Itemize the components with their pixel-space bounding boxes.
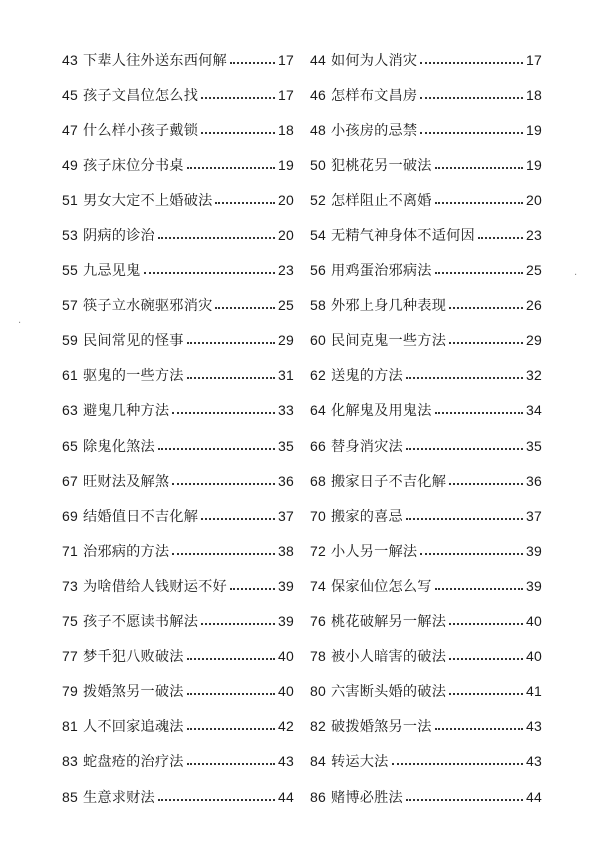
dot-leader [478,237,523,239]
toc-entry[interactable] [310,568,542,603]
entry-page-number: 29 [278,332,294,349]
dot-leader [406,448,523,450]
entry-title: 桃花破解另一解法 [330,614,447,631]
toc-entry[interactable] [310,744,542,779]
entry-title: 治邪病的方法 [82,543,170,560]
entry-number: 84 [310,753,326,770]
dot-leader [420,97,523,99]
toc-entry[interactable] [310,533,542,568]
entry-title: 小孩房的忌禁 [330,122,418,139]
toc-entry[interactable] [310,147,542,182]
entry-page-number: 32 [526,367,542,384]
entry-page-number: 19 [278,156,294,173]
entry-page-number: 31 [278,367,294,384]
entry-title: 阴病的诊治 [82,228,155,245]
entry-page-number: 19 [526,156,542,173]
entry-page-number: 18 [278,121,294,138]
toc-entry[interactable] [62,112,294,147]
toc-entry[interactable] [310,112,542,147]
entry-number: 75 [62,613,78,630]
toc-entry[interactable] [62,253,294,288]
dot-leader [420,62,523,64]
entry-title: 如何为人消灾 [330,52,418,69]
entry-number: 82 [310,718,326,735]
entry-page-number: 34 [526,402,542,419]
entry-number: 57 [62,297,78,314]
entry-number: 45 [62,86,78,103]
toc-entry[interactable] [62,42,294,77]
dot-leader [187,658,275,660]
entry-number: 44 [310,51,326,68]
entry-title: 筷子立水碗驱邪消灾 [82,298,213,315]
entry-page-number: 19 [526,121,542,138]
entry-title: 结婚值日不吉化解 [82,508,199,525]
entry-number: 55 [62,262,78,279]
entry-title: 孩子不愿读书解法 [82,614,199,631]
entry-page-number: 26 [526,297,542,314]
entry-number: 67 [62,472,78,489]
toc-entry[interactable] [310,288,542,323]
dot-leader [449,307,523,309]
entry-number: 50 [310,156,326,173]
toc-entry[interactable] [310,217,542,252]
entry-title: 被小人暗害的破法 [330,649,447,666]
entry-page-number: 37 [526,507,542,524]
entry-page-number: 20 [526,191,542,208]
toc-entry[interactable] [62,393,294,428]
toc-entry[interactable] [310,323,542,358]
entry-title: 搬家的喜忌 [330,508,403,525]
dot-leader [158,237,275,239]
toc-entry[interactable] [310,674,542,709]
entry-title: 除鬼化煞法 [82,438,155,455]
entry-title: 外邪上身几种表现 [330,298,447,315]
entry-title: 保家仙位怎么写 [330,578,432,595]
entry-title: 怎样阻止不离婚 [330,192,432,209]
entry-page-number: 43 [526,753,542,770]
entry-title: 民间常见的怪事 [82,333,184,350]
entry-page-number: 37 [278,507,294,524]
entry-title: 孩子文昌位怎么找 [82,87,199,104]
toc-entry[interactable] [62,77,294,112]
entry-title: 为啥借给人钱财运不好 [82,578,227,595]
entry-title: 小人另一解法 [330,543,418,560]
entry-page-number: 25 [526,262,542,279]
toc-entry[interactable] [310,463,542,498]
entry-title: 搬家日子不吉化解 [330,473,447,490]
dot-leader [172,553,275,555]
entry-title: 孩子床位分书桌 [82,157,184,174]
dot-leader [172,412,275,414]
entry-page-number: 17 [526,51,542,68]
entry-number: 59 [62,332,78,349]
entry-number: 46 [310,86,326,103]
entry-number: 56 [310,262,326,279]
entry-page-number: 38 [278,542,294,559]
entry-page-number: 39 [526,542,542,559]
entry-page-number: 25 [278,297,294,314]
entry-number: 58 [310,297,326,314]
dot-leader [215,307,275,309]
entry-page-number: 20 [278,227,294,244]
dot-leader [449,483,523,485]
entry-page-number: 36 [526,472,542,489]
toc-entry[interactable] [62,147,294,182]
entry-title: 生意求财法 [82,789,155,806]
dot-leader [187,342,275,344]
entry-page-number: 40 [278,648,294,665]
toc-entry[interactable] [310,498,542,533]
dot-leader [435,202,523,204]
entry-title: 化解鬼及用鬼法 [330,403,432,420]
entry-number: 64 [310,402,326,419]
entry-page-number: 17 [278,86,294,103]
toc-entry[interactable] [62,604,294,639]
scan-speck: · [574,270,578,281]
entry-number: 71 [62,542,78,559]
entry-title: 人不回家追魂法 [82,719,184,736]
entry-page-number: 18 [526,86,542,103]
dot-leader [392,763,523,765]
entry-title: 梦千犯八败破法 [82,649,184,666]
entry-number: 62 [310,367,326,384]
toc-entry[interactable] [310,182,542,217]
toc-entry[interactable] [62,568,294,603]
entry-number: 69 [62,507,78,524]
toc-entry[interactable] [310,358,542,393]
dot-leader [172,483,275,485]
toc-entry[interactable] [62,217,294,252]
entry-title: 蛇盘疮的治疗法 [82,754,184,771]
entry-title: 转运大法 [330,754,389,771]
entry-page-number: 35 [526,437,542,454]
toc-entry[interactable] [62,744,294,779]
dot-leader [435,412,523,414]
dot-leader [144,272,275,274]
entry-number: 81 [62,718,78,735]
entry-number: 61 [62,367,78,384]
dot-leader [201,518,275,520]
entry-number: 66 [310,437,326,454]
entry-title: 拨婚煞另一破法 [82,684,184,701]
entry-number: 51 [62,191,78,208]
entry-number: 79 [62,683,78,700]
scan-speck: · [18,318,22,329]
dot-leader [201,97,275,99]
toc-entry[interactable] [310,604,542,639]
toc-entry[interactable] [62,709,294,744]
dot-leader [420,132,523,134]
dot-leader [406,377,523,379]
dot-leader [187,693,275,695]
dot-leader [187,728,275,730]
dot-leader [201,132,275,134]
entry-page-number: 39 [278,577,294,594]
entry-number: 78 [310,648,326,665]
toc-entry[interactable] [310,709,542,744]
dot-leader [406,799,523,801]
dot-leader [449,658,523,660]
dot-leader [435,588,523,590]
dot-leader [435,167,523,169]
entry-number: 53 [62,227,78,244]
entry-page-number: 42 [278,718,294,735]
toc-entry[interactable] [62,288,294,323]
entry-page-number: 39 [526,577,542,594]
toc-entry[interactable] [62,428,294,463]
table-of-contents [62,42,542,814]
entry-page-number: 41 [526,683,542,700]
dot-leader [158,448,275,450]
entry-number: 80 [310,683,326,700]
entry-title: 无精气神身体不适何因 [330,228,475,245]
entry-title: 驱鬼的一些方法 [82,368,184,385]
entry-number: 43 [62,51,78,68]
entry-title: 破拨婚煞另一法 [330,719,432,736]
toc-entry[interactable] [62,533,294,568]
entry-number: 74 [310,577,326,594]
entry-number: 68 [310,472,326,489]
entry-page-number: 40 [526,613,542,630]
toc-entry[interactable] [310,77,542,112]
toc-entry[interactable] [310,639,542,674]
dot-leader [187,377,275,379]
dot-leader [435,272,523,274]
entry-number: 83 [62,753,78,770]
toc-entry[interactable] [62,498,294,533]
entry-page-number: 17 [278,51,294,68]
entry-title: 用鸡蛋治邪病法 [330,263,432,280]
toc-entry[interactable] [310,428,542,463]
toc-entry[interactable] [62,182,294,217]
entry-title: 下辈人往外送东西何解 [82,52,227,69]
entry-page-number: 20 [278,191,294,208]
entry-number: 52 [310,191,326,208]
dot-leader [201,623,275,625]
entry-title: 替身消灾法 [330,438,403,455]
toc-entry[interactable] [62,463,294,498]
entry-page-number: 40 [278,683,294,700]
toc-entry[interactable] [62,674,294,709]
dot-leader [230,588,275,590]
entry-title: 六害断头婚的破法 [330,684,447,701]
toc-entry[interactable] [310,779,542,814]
toc-entry[interactable] [62,639,294,674]
entry-title: 怎样布文昌房 [330,87,418,104]
entry-title: 赌博必胜法 [330,789,403,806]
entry-page-number: 23 [278,262,294,279]
dot-leader [187,763,275,765]
entry-title: 九忌见鬼 [82,263,141,280]
entry-page-number: 43 [278,753,294,770]
entry-title: 什么样小孩子戴锁 [82,122,199,139]
dot-leader [215,202,275,204]
entry-title: 送鬼的方法 [330,368,403,385]
dot-leader [187,167,275,169]
entry-page-number: 29 [526,332,542,349]
entry-number: 73 [62,577,78,594]
toc-entry[interactable] [62,323,294,358]
entry-page-number: 33 [278,402,294,419]
entry-number: 48 [310,121,326,138]
dot-leader [449,693,523,695]
dot-leader [449,342,523,344]
entry-number: 76 [310,613,326,630]
entry-number: 60 [310,332,326,349]
dot-leader [406,518,523,520]
entry-number: 85 [62,788,78,805]
entry-number: 47 [62,121,78,138]
entry-number: 72 [310,542,326,559]
entry-title: 男女大定不上婚破法 [82,192,213,209]
dot-leader [158,799,275,801]
entry-page-number: 36 [278,472,294,489]
entry-page-number: 23 [526,227,542,244]
toc-entry[interactable] [62,779,294,814]
entry-title: 犯桃花另一破法 [330,157,432,174]
toc-entry[interactable] [310,42,542,77]
entry-title: 民间克鬼一些方法 [330,333,447,350]
entry-title: 避鬼几种方法 [82,403,170,420]
toc-entry[interactable] [310,253,542,288]
dot-leader [230,62,275,64]
entry-number: 65 [62,437,78,454]
dot-leader [420,553,523,555]
entry-page-number: 44 [278,788,294,805]
entry-page-number: 40 [526,648,542,665]
toc-entry[interactable] [62,358,294,393]
entry-number: 49 [62,156,78,173]
entry-number: 63 [62,402,78,419]
entry-number: 86 [310,788,326,805]
dot-leader [435,728,523,730]
toc-entry[interactable] [310,393,542,428]
dot-leader [449,623,523,625]
entry-title: 旺财法及解煞 [82,473,170,490]
entry-page-number: 44 [526,788,542,805]
entry-page-number: 43 [526,718,542,735]
entry-number: 77 [62,648,78,665]
entry-page-number: 35 [278,437,294,454]
entry-number: 54 [310,227,326,244]
entry-number: 70 [310,507,326,524]
entry-page-number: 39 [278,613,294,630]
